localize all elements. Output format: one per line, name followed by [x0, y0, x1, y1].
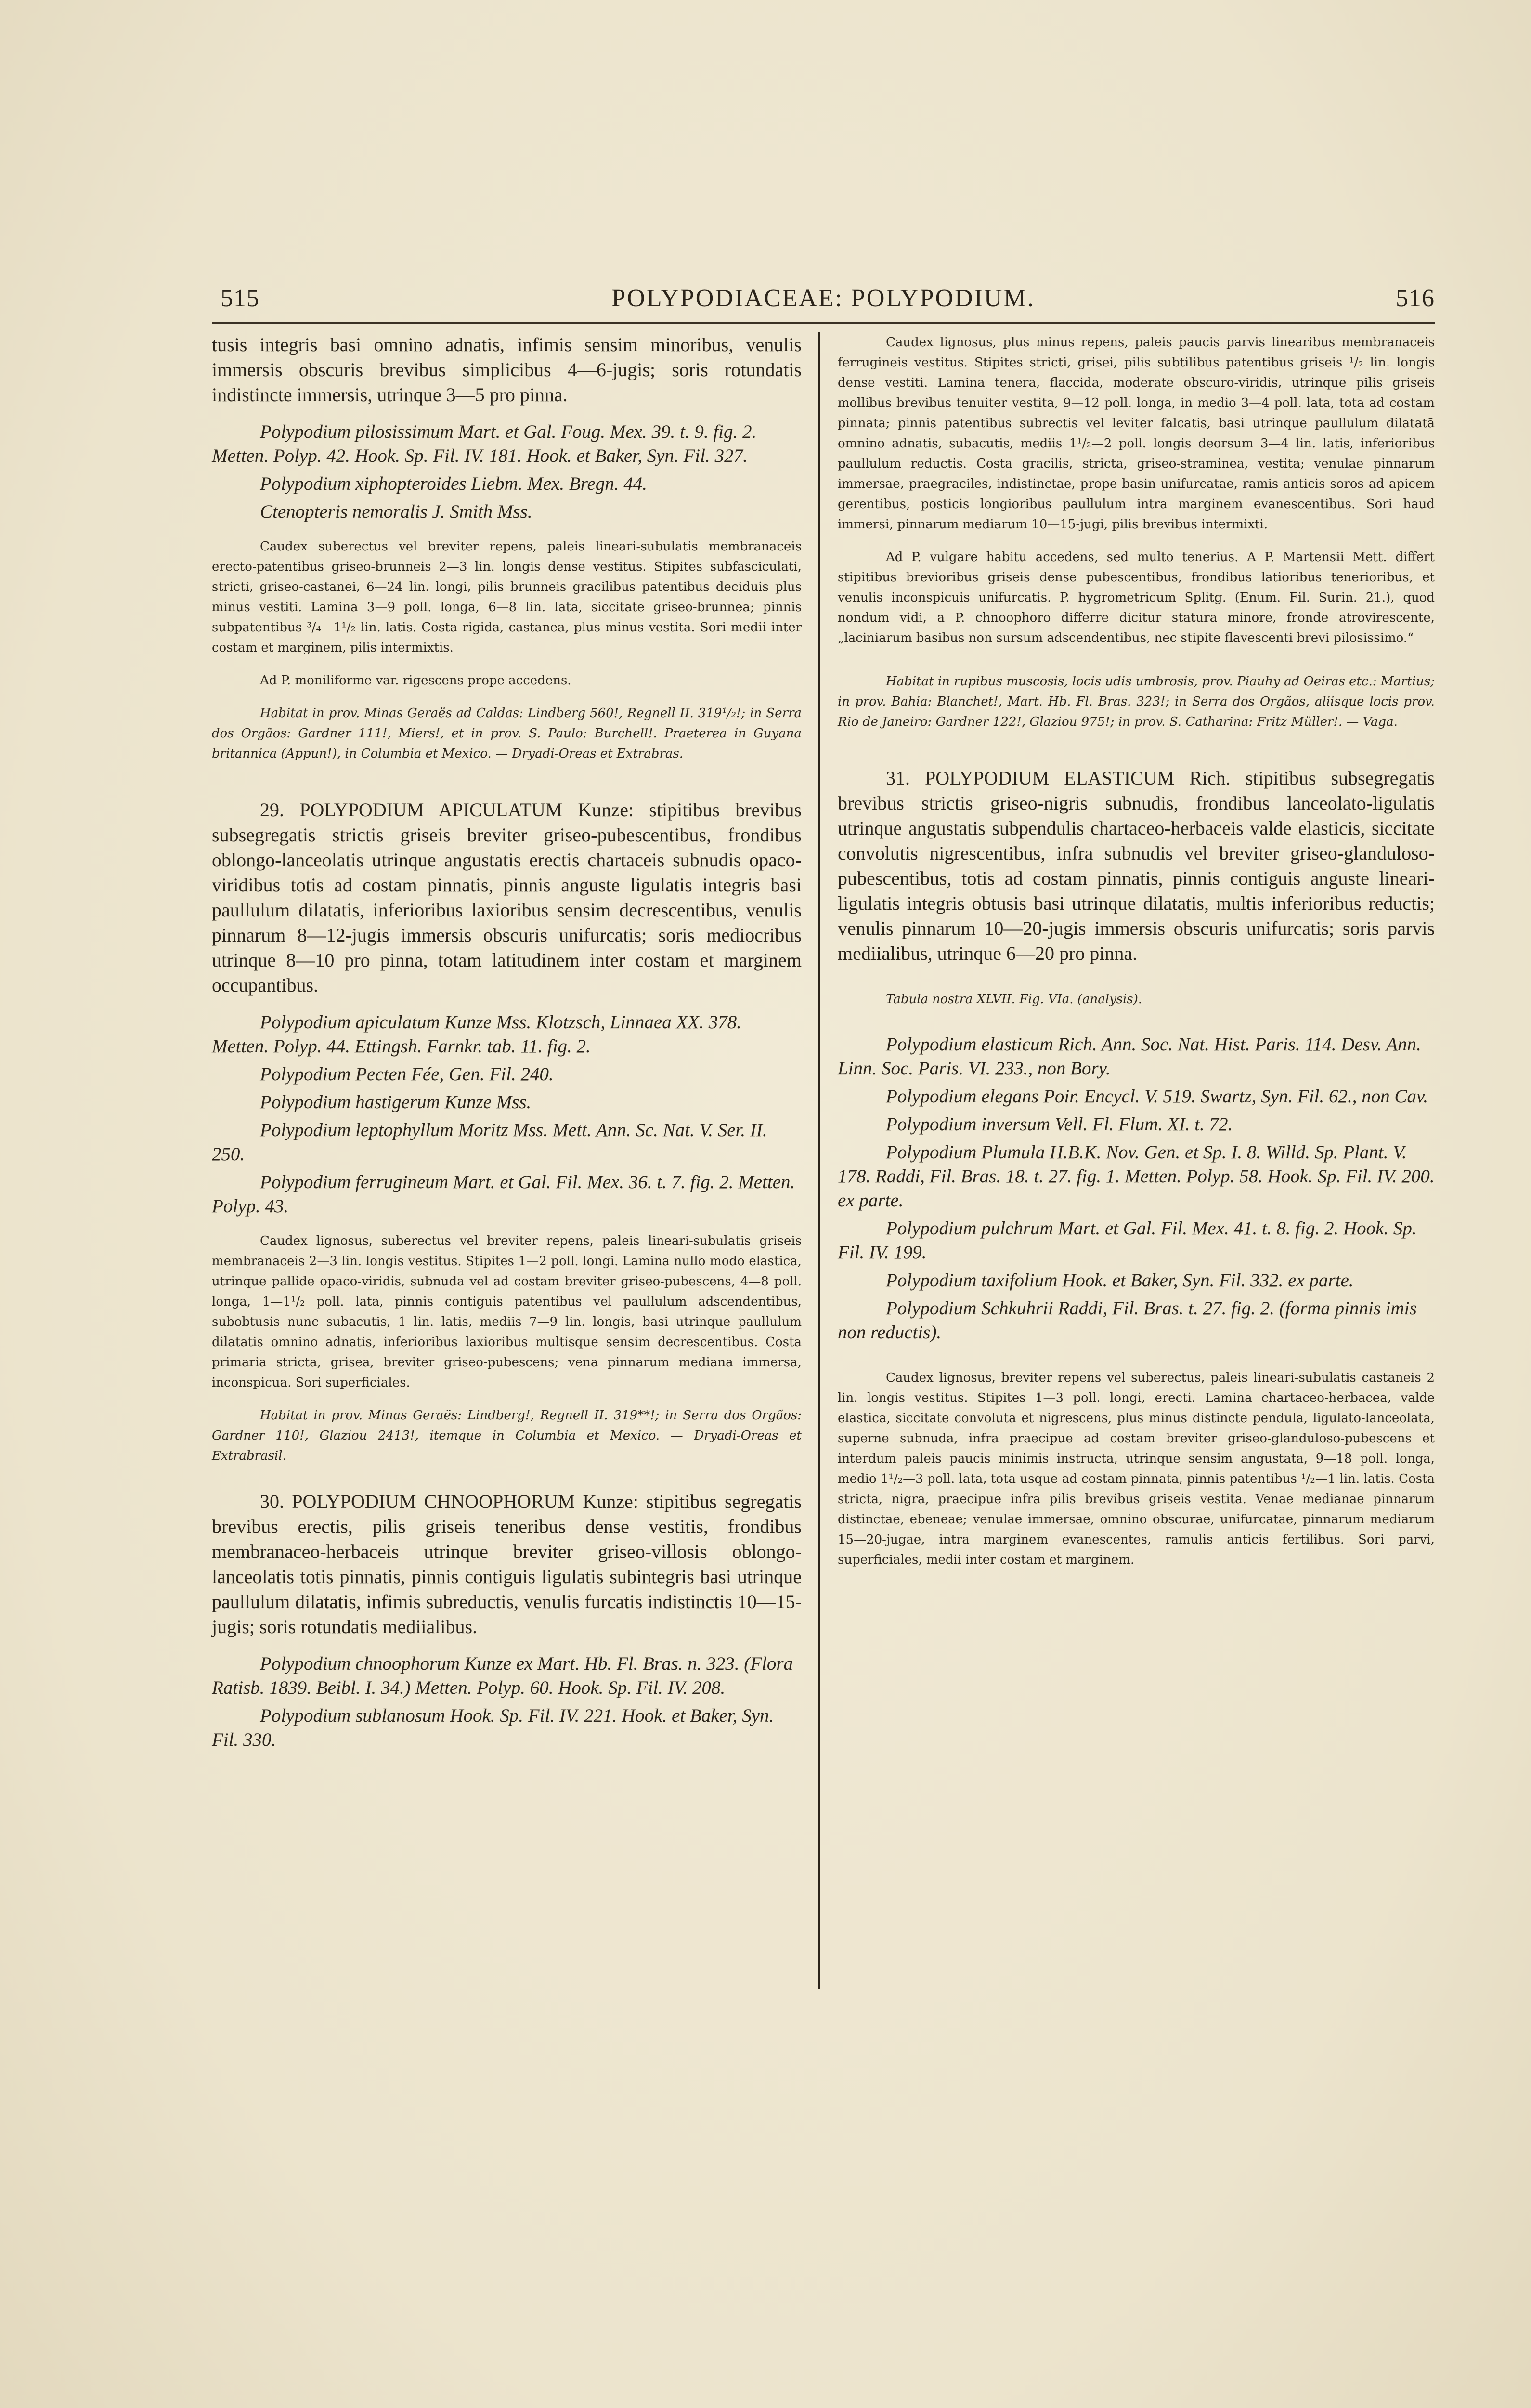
synonym-entry: Polypodium Plumula H.B.K. Nov. Gen. et Sp. I. 8. Willd. Sp. Plant. V. 178. Raddi, Fil. Bras. 18. t. 27. fig. 1. Metten. Polyp. 58. Hook. Sp. Fil. IV. 200. ex parte.	[838, 1142, 1435, 1211]
header-rule	[212, 322, 1435, 324]
species-description: Caudex lignosus, breviter repens vel suberectus, paleis lineari-subulatis castaneis 2 lin. longis vestitus. Stipites 1—3 poll. longi, erecti. Lamina chartaceo-herbacea, valde elastica, siccitate convoluta et nigrescens, plus minus distincte pendula, ligulato-lanceolata, superne subnuda, infra praecipue ad costam breviter griseo-glanduloso-pubescens et interdum paleis paucis minimis instructa, utrinque sensim angustata, 9—18 poll. longa, medio 1¹/₂—3 poll. lata, tota usque ad costam pinnata, pinnis patentibus ¹/₂—1 lin. latis. Costa stricta, nigra, praecipue infra pilis brevibus griseis vestita. Venae medianae pinnarum distinctae, ebeneae; venulae immersae, omnino obscurae, unifurcatae, pinnarum mediarum 15—20-jugae, intra marginem evanescentes, ramulis anticis fertilibus. Sori parvi, superficiales, medii inter costam et marginem.	[838, 1371, 1435, 1567]
synonym-entry: Ctenopteris nemoralis J. Smith Mss.	[260, 501, 532, 522]
right-column	[838, 332, 1435, 1570]
species-29-heading: 29. POLYPODIUM APICULATUM Kunze: stipitibus brevibus subsegregatis strictis griseis breviter griseo-pubescentibus, frondibus oblongo-lanceolatis utrinque angustatis erectis chartaceis subnudis opaco-viridibus totis ad costam pinnatis, pinnis anguste ligulatis integris basi paullulum dilatatis, inferioribus laxioribus sensim decrescentibus, venulis pinnarum 8—12-jugis immersis obscuris unifurcatis; soris mediocribus utrinque 8—10 pro pinna, totam latitudinem inter costam et marginem occupantibus.	[212, 799, 802, 996]
synonym-entry: Polypodium pulchrum Mart. et Gal. Fil. Mex. 41. t. 8. fig. 2. Hook. Sp. Fil. IV. 199.	[838, 1218, 1417, 1263]
species-28-diagnosis-end: tusis integris basi omnino adnatis, infimis sensim minoribus, venulis immersis obscuris brevibus simplicibus 4—6-jugis; soris rotundatis indistincte immersis, utrinque 3—5 pro pinna.	[212, 334, 802, 406]
habitat-note: Habitat in prov. Minas Geraës ad Caldas: Lindberg 560!, Regnell II. 319¹/₂!; in Serra dos Orgãos: Gardner 111!, Miers!, et in prov. S. Paulo: Burchell!. Praeterea in Guyana britannica (Appun!), in Columbia et Mexico. — Dryadi-Oreas et Extrabras.	[212, 706, 802, 761]
habitat-note: Habitat in prov. Minas Geraës: Lindberg!, Regnell II. 319**!; in Serra dos Orgãos: Gardner 110!, Glaziou 2413!, itemque in Columbia et Mexico. — Dryadi-Oreas et Extrabrasil.	[212, 1408, 802, 1463]
synonym-entry: Polypodium inversum Vell. Fl. Flum. XI. t. 72.	[886, 1114, 1233, 1135]
species-note: Ad P. vulgare habitu accedens, sed multo tenerius. A P. Martensii Mett. differt stipitibus brevioribus griseis dense pubescentibus, frondibus latioribus tenerioribus, et venulis inconspicuis unifurcatis. P. hygrometricum Splitg. (Enum. Fil. Surin. 21.), quod nondum vidi, a P. chnoophoro differre dicitur statura minore, fronde atrovirescente, „laciniarum basibus non sursum adscendentibus, nec stipite flavescenti brevi pilosissimo.“	[838, 550, 1435, 645]
left-column	[212, 332, 802, 1752]
species-description: Caudex suberectus vel breviter repens, paleis lineari-subulatis membranaceis erecto-patentibus griseo-brunneis 2—3 lin. longis dense vestitus. Stipites subfasciculati, stricti, griseo-castanei, 6—24 lin. longi, pilis brunneis gracilibus patentibus deciduis plus minus vestiti. Lamina 3—9 poll. longa, 6—8 lin. lata, siccitate griseo-brunnea; pinnis subpatentibus ³/₄—1¹/₂ lin. latis. Costa rigida, castanea, plus minus vestita. Sori medii inter costam et marginem, pilis intermixtis.	[212, 539, 802, 655]
plate-reference: Tabula nostra XLVII. Fig. VIa. (analysis).	[886, 992, 1142, 1007]
species-note: Ad P. moniliforme var. rigescens prope accedens.	[260, 673, 571, 688]
synonym-entry: Polypodium pilosissimum Mart. et Gal. Foug. Mex. 39. t. 9. fig. 2. Metten. Polyp. 42. Hook. Sp. Fil. IV. 181. Hook. et Baker, Syn. Fil. 327.	[212, 421, 757, 466]
synonym-entry: Polypodium Pecten Fée, Gen. Fil. 240.	[260, 1064, 554, 1085]
synonym-entry: Polypodium sublanosum Hook. Sp. Fil. IV. 221. Hook. et Baker, Syn. Fil. 330.	[212, 1705, 774, 1750]
synonym-entry: Polypodium xiphopteroides Liebm. Mex. Bregn. 44.	[260, 473, 648, 494]
page-number-left: 515	[221, 285, 259, 312]
page-number-right: 516	[1396, 285, 1435, 312]
synonym-entry: Polypodium hastigerum Kunze Mss.	[260, 1092, 532, 1112]
habitat-note: Habitat in rupibus muscosis, locis udis umbrosis, prov. Piauhy ad Oeiras etc.: Martius; in prov. Bahia: Blanchet!, Mart. Hb. Fl. Bras. 323!; in Serra dos Orgãos, aliisque locis prov. Rio de Janeiro: Gardner 122!, Glaziou 975!; in prov. S. Catharina: Fritz Müller!. — Vaga.	[838, 674, 1435, 729]
species-description: Caudex lignosus, plus minus repens, paleis paucis parvis linearibus membranaceis ferrugineis vestitus. Stipites stricti, grisei, pilis subtilibus patentibus griseis ¹/₂ lin. longis dense vestiti. Lamina tenera, flaccida, moderate obscuro-viridis, utrinque pilis griseis mollibus brevibus tenuiter vestita, 9—12 poll. longa, in medio 3—4 poll. lata, tota ad costam pinnata; pinnis patentibus subrectis vel leviter falcatis, basi utrinque paullulum dilatatā omnino adnatis, subacutis, mediis 1¹/₂—2 poll. longis deorsum 3—4 lin. latis, inferioribus paullulum reductis. Costa gracilis, stricta, griseo-straminea, vestita; venulae pinnarum immersae, praegraciles, indistinctae, prope basin unifurcatae, ramis anticis soros ad apicem gerentibus, posticis longioribus paullulum intra marginem evanescentibus. Sori haud immersi, pinnarum mediarum 10—15-jugi, pilis brevibus intermixti.	[838, 335, 1435, 532]
synonym-entry: Polypodium apiculatum Kunze Mss. Klotzsch, Linnaea XX. 378. Metten. Polyp. 44. Ettingsh. Farnkr. tab. 11. fig. 2.	[212, 1012, 741, 1057]
species-31-heading: 31. POLYPODIUM ELASTICUM Rich. stipitibus subsegregatis brevibus strictis griseo-nigris subnudis, frondibus lanceolato-ligulatis utrinque angustatis subpendulis chartaceo-herbaceis valde elasticis, siccitate convolutis nigrescentibus, infra subnudis vel breviter griseo-glanduloso-pubescentibus, totis ad costam pinnatis, pinnis contiguis anguste lineari-ligulatis integris obtusis basi utrinque dilatatis, multis inferioribus reductis; venulis pinnarum 10—20-jugis immersis obscuris unifurcatis; soris parvis mediialibus, utrinque 6—20 pro pinna.	[838, 767, 1435, 964]
column-divider	[818, 332, 820, 1989]
synonym-entry: Polypodium ferrugineum Mart. et Gal. Fil. Mex. 36. t. 7. fig. 2. Metten. Polyp. 43.	[212, 1172, 795, 1217]
species-30-heading: 30. POLYPODIUM CHNOOPHORUM Kunze: stipitibus segregatis brevibus erectis, pilis griseis teneribus dense vestitis, frondibus membranaceo-herbaceis utrinque breviter griseo-villosis oblongo-lanceolatis totis pinnatis, pinnis contiguis ligulatis subintegris basi utrinque paullulum dilatatis, infimis subreductis, venulis furcatis indistinctis 10—15-jugis; soris rotundatis mediialibus.	[212, 1491, 802, 1637]
species-description: Caudex lignosus, suberectus vel breviter repens, paleis lineari-subulatis griseis membranaceis 2—3 lin. longis vestitus. Stipites 1—2 poll. longi. Lamina nullo modo elastica, utrinque pallide opaco-viridis, subnuda vel ad costam breviter griseo-pubescens, 4—8 poll. longa, 1—1¹/₂ poll. lata, pinnis contiguis patentibus vel paullulum adscendentibus, subobtusis nunc subacutis, 1 lin. latis, mediis 7—9 lin. longis, basi utrinque paullulum dilatatis omnino adnatis, inferioribus laxioribus multisque sensim decrescentibus. Costa primaria stricta, grisea, breviter griseo-pubescens; vena pinnarum mediana immersa, inconspicua. Sori superficiales.	[212, 1234, 802, 1390]
synonym-entry: Polypodium leptophyllum Moritz Mss. Mett. Ann. Sc. Nat. V. Ser. II. 250.	[212, 1120, 767, 1165]
synonym-entry: Polypodium Schkuhrii Raddi, Fil. Bras. t. 27. fig. 2. (forma pinnis imis non reductis).	[838, 1298, 1417, 1343]
synonym-entry: Polypodium taxifolium Hook. et Baker, Syn. Fil. 332. ex parte.	[886, 1270, 1354, 1291]
synonym-entry: Polypodium elegans Poir. Encycl. V. 519. Swartz, Syn. Fil. 62., non Cav.	[886, 1086, 1428, 1107]
synonym-entry: Polypodium elasticum Rich. Ann. Soc. Nat. Hist. Paris. 114. Desv. Ann. Linn. Soc. Paris. VI. 233., non Bory.	[838, 1034, 1421, 1079]
running-title: POLYPODIACEAE: POLYPODIUM.	[611, 285, 1035, 312]
synonym-entry: Polypodium chnoophorum Kunze ex Mart. Hb. Fl. Bras. n. 323. (Flora Ratisb. 1839. Beibl. I. 34.) Metten. Polyp. 60. Hook. Sp. Fil. IV. 208.	[212, 1653, 793, 1698]
page-header	[212, 284, 1435, 323]
